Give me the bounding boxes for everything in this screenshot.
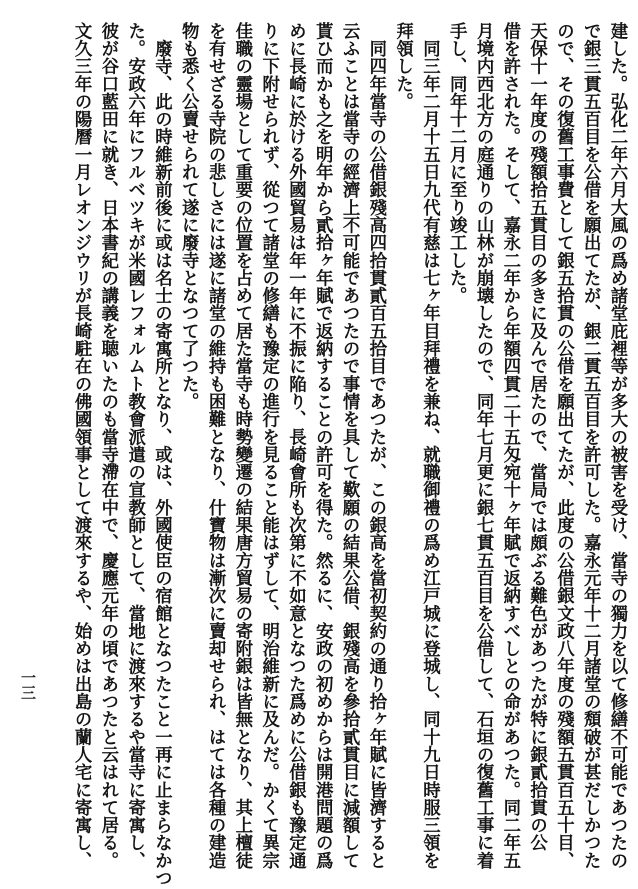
- text-column-7: 手し、同年十二月に至り竣工した。: [446, 22, 467, 305]
- text-column-2: で銀三貫五百目を公借を願出てたが、銀二貫五百目を許可した。嘉永元年十二月諸堂の頽破が甚だしかつた: [580, 22, 601, 870]
- text-column-10: 同四年當寺の公借銀殘高四拾貫貳百五拾目であつたが、この銀高を當初契約の通り拾ヶ年賦に皆濟すると: [365, 22, 386, 870]
- text-column-12: 貰ひ而かも之を明年から貳拾ヶ年賦で返納することの許可を得た。然るに、安政の初めからは開港問題の爲: [312, 22, 333, 870]
- text-column-21: 文久三年の陽曆一月レオンジウリが長崎駐在の佛國領事として渡來するや、始めは出島の蘭人宅に寄寓し、: [71, 22, 92, 870]
- text-column-4: 天保十一年度の殘額拾五貫目の多きに及んで居たので、當局では頗ぶる難色があつたが特に銀貳拾貫の公: [526, 22, 547, 852]
- body-text: [67, 22, 630, 887]
- text-column-6: 月境内西北方の庭通りの山林が崩壊したので、同年七月更に銀七貫五百目を公借して、石垣の復舊工事に着: [473, 22, 494, 870]
- text-column-16: を有せざる寺院の悲しさには遂に諸堂の維持も困難となり、什寶物は漸次に賣却せられ、はては各種の建造: [205, 22, 226, 870]
- text-column-17: 物も悉く公賣せられて遂に廢寺となつて了つた。: [178, 22, 199, 411]
- text-column-18: 廢寺、此の時維新前後に或は名士の寄寓所となり、或は、外國使臣の宿館となつたこと一再に止まらなかつ: [151, 22, 172, 887]
- text-column-13: めに長崎に於ける外國貿易は年一年に不振に陥り、長崎會所も次第に不如意となつた爲めに公借銀も豫定通: [285, 22, 306, 870]
- text-column-11: 云ふことは當寺の經濟上不可能であつたので事情を具して歎願の結果公借、銀殘高を參拾貳貫目に減額して: [339, 22, 360, 870]
- text-column-19: た。安政六年にフルベツキが米國レフォルムト教會派遣の宣教師として、當地に渡來するや當寺に寄寓し、: [124, 22, 145, 870]
- text-column-15: 佳職の靈場として重要の位置を占めて居た當寺も時勢變遷の結果唐方貿易の寄附銀は皆無となり、其上檀徒: [231, 22, 252, 870]
- page-number: 一三: [19, 670, 37, 700]
- text-column-14: りに下附せられず、從つて諸堂の修繕も豫定の進行を見ること能はずして、明治維新に及んだ。かくて異宗: [258, 22, 279, 870]
- text-column-20: 彼が谷口藍田に就き、日本書紀の講義を聴いたのも當寺滯在中で、慶應元年の頃であつたと云はれて居る。: [97, 22, 118, 870]
- text-column-8: 同三年二月十五日九代有慈は七ヶ年目拜禮を兼ね、就職御禮の爲め江戸城に登城し、同十九日時服三領を: [419, 22, 440, 870]
- text-column-3: ので、その復舊工事費として銀五拾貫の公借を願出てたが、此度の公借銀文政八年度の殘額五貫百五十目、: [553, 22, 574, 870]
- text-column-9: 拜領した。: [392, 22, 413, 111]
- text-column-5: 借を許された。そして、嘉永二年から年額四貫二十五匁宛十ヶ年賦で返納すべしとの命があつた。同二年五: [499, 22, 520, 870]
- text-column-1: 建した。弘化二年六月大風の爲め諸堂庇裡等が多大の被害を受け、當寺の獨力を以て修繕不可能であつたの: [607, 22, 627, 870]
